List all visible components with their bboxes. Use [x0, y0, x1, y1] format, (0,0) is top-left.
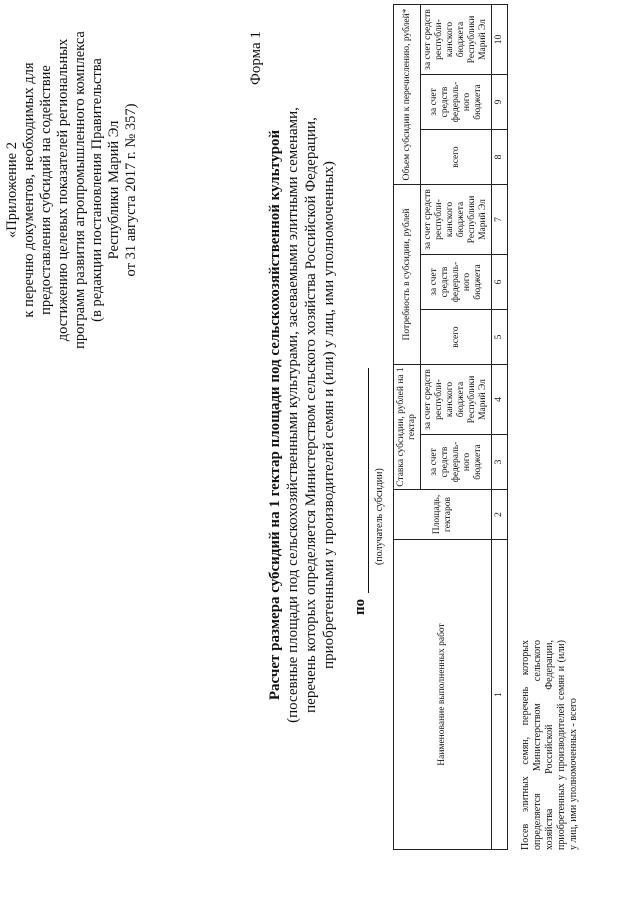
column-number: 3	[492, 435, 508, 490]
column-number: 8	[492, 130, 508, 185]
subheader-federal: за счет средств федераль-ного бюджета	[421, 255, 492, 310]
column-number: 1	[492, 540, 508, 850]
document-title	[266, 75, 338, 755]
title-main: Расчет размера субсидий на 1 гектар площади под сельскохозяйственной культурой	[267, 129, 283, 701]
table-number-row	[492, 4, 508, 849]
subheader-total: всего	[421, 130, 492, 185]
header-rate: Ставка субсидии, рублей на 1 гектар	[394, 365, 421, 490]
recipient-caption: (получатель субсидии)	[374, 468, 385, 565]
column-number: 2	[492, 490, 508, 540]
column-number: 5	[492, 310, 508, 365]
subheader-federal: за счет средств федераль-ного бюджета	[421, 75, 492, 130]
title-line: (посевные площади под сельскохозяйственными культурами, засеваемыми элитными семенами,	[285, 107, 301, 723]
annex-line: от 31 августа 2017 г. № 357)	[123, 103, 139, 277]
column-number: 10	[492, 4, 508, 74]
subheader-republic: за счет средств республи-канского бюджета Республики Марий Эл	[421, 365, 492, 435]
form-label: Форма 1	[248, 31, 264, 85]
header-need: Потребность в субсидии, рублей	[394, 185, 421, 365]
recipient-prefix: по	[352, 598, 368, 615]
annex-line: к перечню документов, необходимых для	[21, 62, 37, 318]
annex-line: предоставления субсидий на содействие	[38, 65, 54, 315]
subsidy-table	[393, 4, 508, 850]
row-label-text: Посев элитных семян, перечень которых определяется Министерством сельского хозяйства Российской Федерации, приобретенных у производителей семян и (или) у лиц, ими уполномоченных - всего	[520, 640, 579, 850]
subheader-federal: за счет средств федераль-ного бюджета	[421, 435, 492, 490]
column-number: 6	[492, 255, 508, 310]
column-number: 4	[492, 365, 508, 435]
header-work: Наименование выполненных работ	[394, 540, 492, 850]
annex-line: программ развития агропромышленного комплекса	[72, 31, 88, 349]
annex-line: достижению целевых показателей региональных	[55, 38, 71, 342]
annex-header	[4, 15, 140, 365]
column-number: 9	[492, 75, 508, 130]
recipient-line	[352, 368, 369, 615]
subheader-republic: за счет средств республи-канского бюджета Республики Марий Эл	[421, 4, 492, 74]
title-line: перечень которых определяется Министерством сельского хозяйства Российской Федерации,	[303, 117, 319, 713]
annex-line: «Приложение 2	[4, 142, 20, 238]
header-payable: Объем субсидии к перечислению, рублей*	[394, 4, 421, 184]
table-header-row	[394, 4, 421, 849]
recipient-blank	[354, 368, 369, 593]
annex-line: (в редакции постановления Правительства	[89, 58, 105, 322]
subheader-total: всего	[421, 310, 492, 365]
subheader-republic: за счет средств республи-канского бюджета Республики Марий Эл	[421, 185, 492, 255]
column-number: 7	[492, 185, 508, 255]
title-line: приобретенными у производителей семян и (или) у лиц, ими уполномоченных)	[321, 161, 337, 669]
header-area: Площадь, гектаров	[394, 490, 492, 540]
annex-line: Республики Марий Эл	[106, 120, 122, 260]
